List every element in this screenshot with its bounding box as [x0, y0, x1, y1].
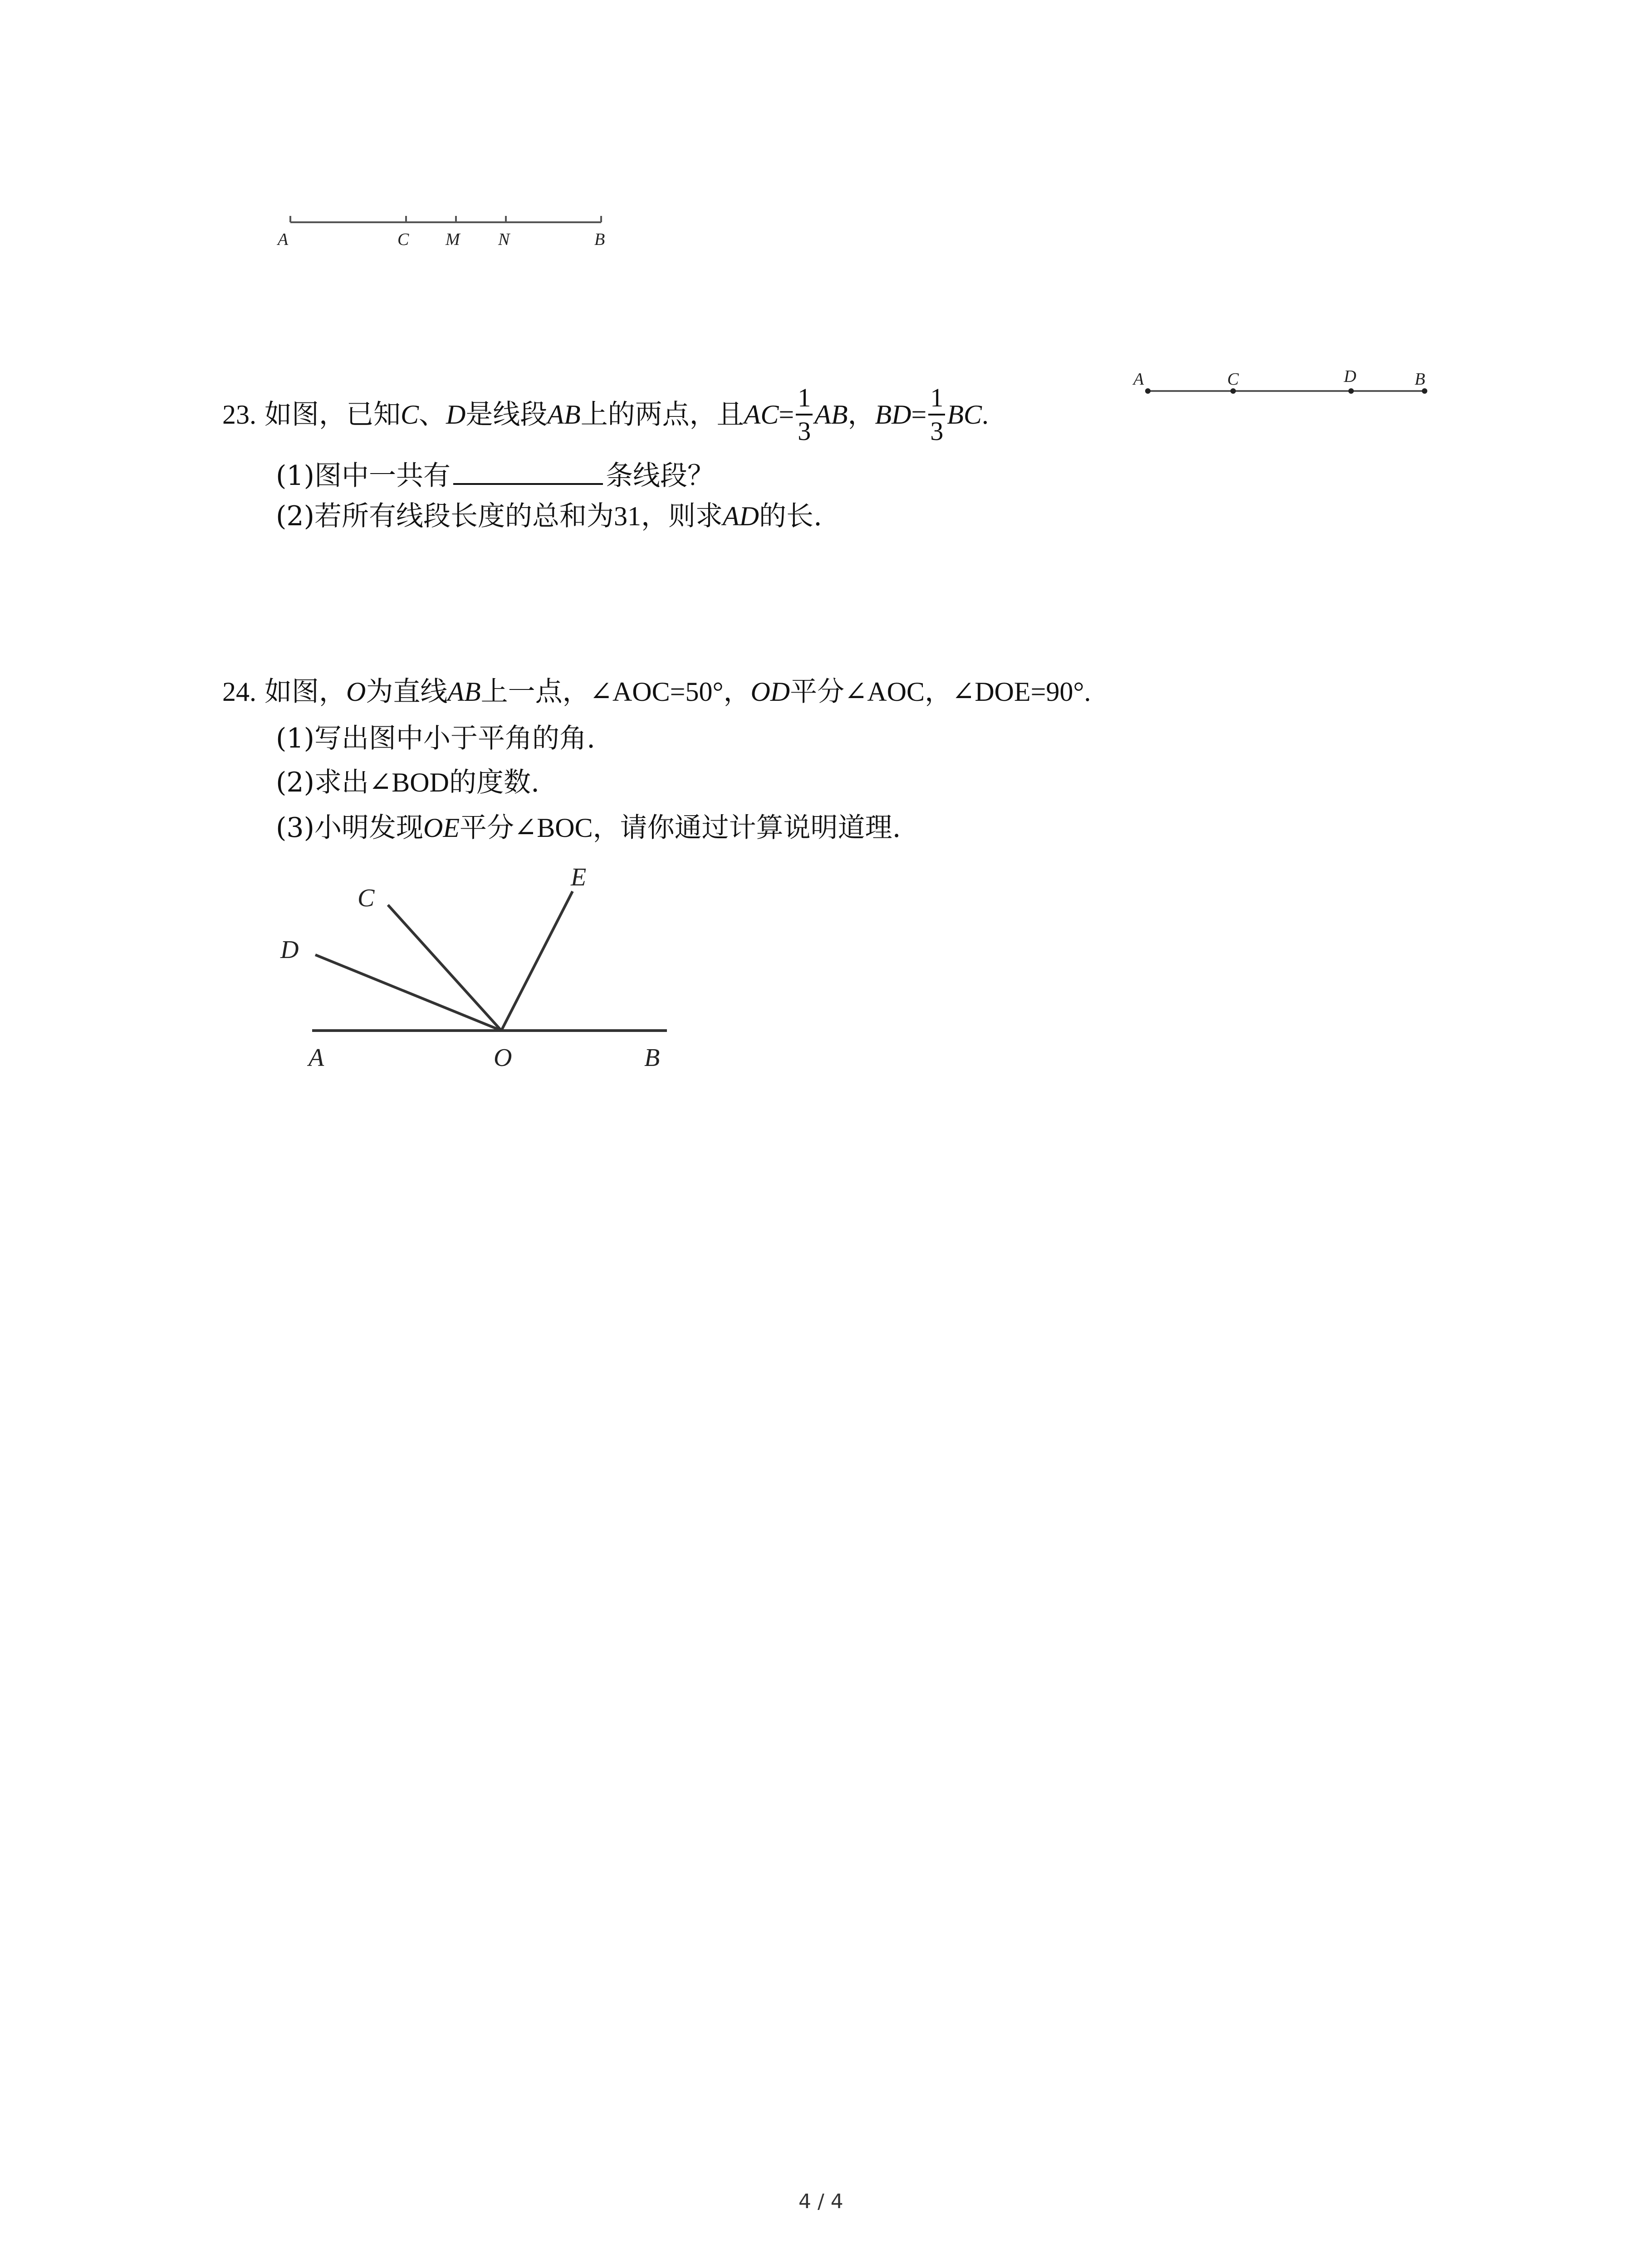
- q23-stem-b: 是线段: [465, 399, 548, 430]
- q23-number: 23.: [222, 400, 256, 430]
- q23-part1: [276, 460, 715, 492]
- q23-part2-ad: AD: [723, 501, 759, 531]
- q24-part2-b: 的度数.: [449, 767, 540, 798]
- fraction-bar: [928, 414, 945, 415]
- q24-stem-c: 上一点，: [480, 676, 590, 708]
- answer-blank[interactable]: [453, 460, 603, 485]
- q23-frac1-num: 1: [798, 383, 811, 412]
- fig-top-label-m: M: [446, 230, 460, 249]
- page-number: 4 / 4: [798, 2190, 843, 2213]
- q24-part3-oe: OE: [423, 813, 460, 843]
- ray-oc: [388, 905, 501, 1031]
- q24-stem-a: 如图，: [265, 676, 346, 708]
- q24-period: .: [1084, 677, 1091, 707]
- q24-part2-a: (2)求出: [276, 767, 369, 798]
- q23-comma: ，: [847, 399, 875, 430]
- q23-part1-b: 条线段？: [606, 460, 715, 492]
- q24-fig-label-d: D: [280, 936, 299, 964]
- q23-part1-a: (1)图中一共有: [276, 460, 451, 492]
- q24-ray-od: OD: [750, 677, 790, 707]
- q24-angle-aoc: ∠AOC: [844, 677, 925, 707]
- q23-part2-a: (2)若所有线段长度的总和为: [276, 500, 614, 532]
- q24-part3-a: (3)小明发现: [276, 812, 423, 844]
- q23-fraction-2: [928, 385, 945, 445]
- q23-period: .: [982, 400, 989, 430]
- q23-frac2-num: 1: [930, 383, 944, 412]
- q23-fig-label-c: C: [1227, 370, 1239, 389]
- q24-angle-aoc-value: ∠AOC=50°: [589, 677, 724, 707]
- q24-part2: [276, 769, 539, 796]
- fig-top-label-a: A: [278, 230, 289, 249]
- q23-eq: =: [779, 400, 794, 430]
- q23-stem: [222, 385, 989, 445]
- q23-fig-label-a: A: [1133, 370, 1144, 389]
- q23-fig-label-d: D: [1344, 367, 1357, 386]
- q24-fig-label-o: O: [494, 1044, 512, 1070]
- segment-figure-acmnb: [272, 204, 617, 254]
- q23-stem-a: 如图，已知: [265, 399, 401, 430]
- q23-fraction-1: [796, 385, 813, 445]
- q23-segment-figure: [1130, 363, 1438, 408]
- q23-fig-label-b: B: [1415, 370, 1425, 389]
- q24-part3-b: 平分: [459, 812, 514, 844]
- q24-part1: (1)写出图中小于平角的角.: [276, 723, 596, 754]
- q24-part3-c: ，请你通过计算说明道理.: [593, 812, 901, 844]
- q23-sep: 、: [419, 399, 446, 430]
- q24-line-ab: AB: [447, 677, 481, 707]
- q23-point-d: D: [446, 400, 466, 430]
- q24-comma-1: ，: [723, 676, 751, 708]
- q23-frac1-den: 3: [798, 416, 811, 446]
- q24-part3: [276, 812, 901, 844]
- q24-fig-label-b: B: [644, 1044, 660, 1070]
- q23-segment-bd: BD: [875, 400, 911, 430]
- q24-part3-angle: ∠BOC: [514, 813, 593, 843]
- q23-part2: [276, 500, 823, 532]
- q23-point-c: C: [401, 400, 419, 430]
- q23-part2-b: ，则求: [641, 500, 723, 532]
- q23-segment-ac: AC: [744, 400, 779, 430]
- fig-top-label-b: B: [594, 230, 605, 249]
- ray-od: [315, 955, 501, 1031]
- q24-part2-angle: ∠BOD: [369, 767, 449, 797]
- q23-stem-c: 上的两点，且: [580, 399, 744, 430]
- q24-comma-2: ，: [925, 676, 952, 708]
- q24-number: 24.: [222, 677, 256, 707]
- q24-angle-figure: [272, 853, 681, 1070]
- q24-stem-b: 为直线: [366, 676, 448, 708]
- q24-fig-label-a: A: [309, 1044, 324, 1070]
- fig-top-label-n: N: [498, 230, 510, 249]
- q24-fig-label-e: E: [571, 863, 587, 891]
- fig-top-label-c: C: [397, 230, 409, 249]
- q23-frac2-den: 3: [930, 416, 944, 446]
- q24-stem: [222, 676, 1091, 708]
- q23-part2-num: 31: [614, 501, 641, 531]
- q24-point-o: O: [346, 677, 366, 707]
- q24-angle-doe-value: ∠DOE=90°: [952, 677, 1084, 707]
- q23-segment-ab: AB: [547, 400, 581, 430]
- q23-segment-bc: BC: [947, 400, 982, 430]
- q23-eq-2: =: [911, 400, 927, 430]
- q23-segment-ab-2: AB: [814, 400, 848, 430]
- fraction-bar: [796, 414, 813, 415]
- q23-part2-c: 的长.: [759, 500, 823, 532]
- q24-fig-label-c: C: [358, 884, 375, 912]
- q24-stem-d: 平分: [790, 676, 845, 708]
- ray-oe: [501, 891, 573, 1031]
